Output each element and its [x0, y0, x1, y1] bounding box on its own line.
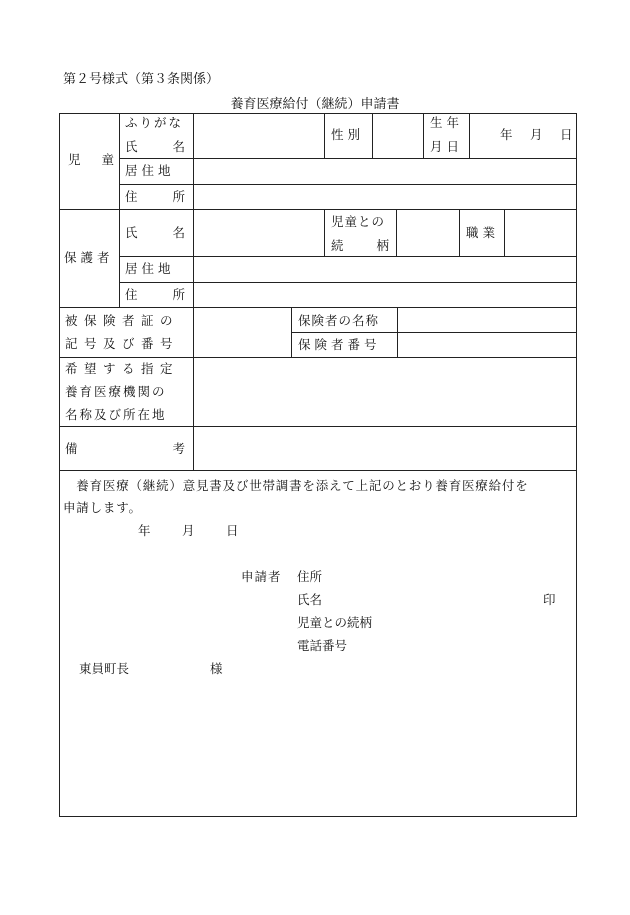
guardian-residence-field[interactable] [194, 257, 576, 281]
application-month-unit: 月 [182, 523, 195, 538]
rule [291, 307, 292, 357]
child-birth-label-2: 月 日 [430, 139, 459, 154]
rule [324, 209, 325, 256]
birth-month-unit: 月 [530, 127, 543, 142]
facility-label-1: 希望する指定 [65, 361, 180, 376]
addressee-mayor: 東員町長 [79, 661, 130, 676]
guardian-occupation-label: 職 業 [466, 225, 495, 240]
insurer-name-field[interactable] [398, 308, 576, 331]
remarks-field[interactable] [194, 427, 576, 469]
applicant-relation-label: 児童との続柄 [297, 615, 373, 630]
guardian-occupation-field[interactable] [505, 210, 576, 255]
application-year-unit: 年 [138, 523, 151, 538]
rule [59, 470, 577, 471]
addressee-honorific: 様 [210, 661, 223, 676]
applicant-address-label: 住所 [297, 569, 323, 584]
child-furigana-label: ふりがな [125, 115, 184, 130]
birth-year-unit: 年 [500, 127, 513, 142]
child-birth-label-1: 生 年 [430, 115, 459, 130]
child-residence-label: 居 住 地 [125, 163, 171, 178]
declaration-text-2: 申請します。 [63, 500, 142, 515]
insurance-cert-label-1: 被保険者証の [65, 313, 180, 328]
declaration-text-1: 養育医療（継続）意見書及び世帯調書を添えて上記のとおり養育医療給付を [63, 478, 529, 493]
insurance-cert-field[interactable] [194, 308, 290, 356]
applicant-label: 申請者 [241, 569, 282, 584]
guardian-address-label: 住 所 [125, 287, 185, 302]
rule [423, 113, 424, 158]
insurer-number-label: 保険者番号 [298, 337, 381, 352]
child-address-field[interactable] [194, 185, 576, 208]
rule [119, 113, 120, 307]
rule [459, 209, 460, 256]
guardian-section-label: 保 護 者 [64, 250, 110, 265]
guardian-residence-label: 居 住 地 [125, 261, 171, 276]
child-section-label: 児 童 [68, 152, 114, 167]
application-day-unit: 日 [226, 523, 239, 538]
guardian-relation-field[interactable] [397, 210, 458, 255]
guardian-name-label: 氏 名 [125, 225, 185, 240]
form-title: 養育医療給付（継続）申請書 [230, 97, 400, 112]
birth-day-unit: 日 [560, 127, 573, 142]
guardian-address-field[interactable] [194, 283, 576, 306]
rule [324, 113, 325, 158]
form-number-label: 第２号様式（第３条関係） [63, 72, 220, 87]
applicant-phone-label: 電話番号 [297, 638, 348, 653]
child-gender-label: 性 別 [331, 127, 360, 142]
child-name-label: 氏 名 [125, 139, 185, 154]
guardian-relation-label-1: 児童との [331, 214, 386, 229]
child-gender-field[interactable] [373, 114, 422, 157]
insurance-cert-label-2: 記号及び番号 [65, 336, 180, 351]
facility-label-2: 養育医療機関の [65, 384, 167, 399]
child-name-field[interactable] [194, 114, 323, 157]
remarks-label: 備 考 [65, 441, 185, 456]
child-birthdate-field[interactable] [470, 114, 576, 157]
guardian-name-field[interactable] [194, 210, 323, 255]
applicant-name-label: 氏名 [297, 592, 323, 607]
insurer-name-label: 保険者の名称 [298, 313, 380, 328]
guardian-relation-label-2: 続 柄 [331, 238, 389, 253]
child-address-label: 住 所 [125, 189, 185, 204]
insurer-number-field[interactable] [398, 333, 576, 356]
child-residence-field[interactable] [194, 159, 576, 183]
facility-label-3: 名称及び所在地 [65, 407, 167, 422]
seal-mark: 印 [543, 592, 556, 607]
facility-field[interactable] [194, 358, 576, 425]
